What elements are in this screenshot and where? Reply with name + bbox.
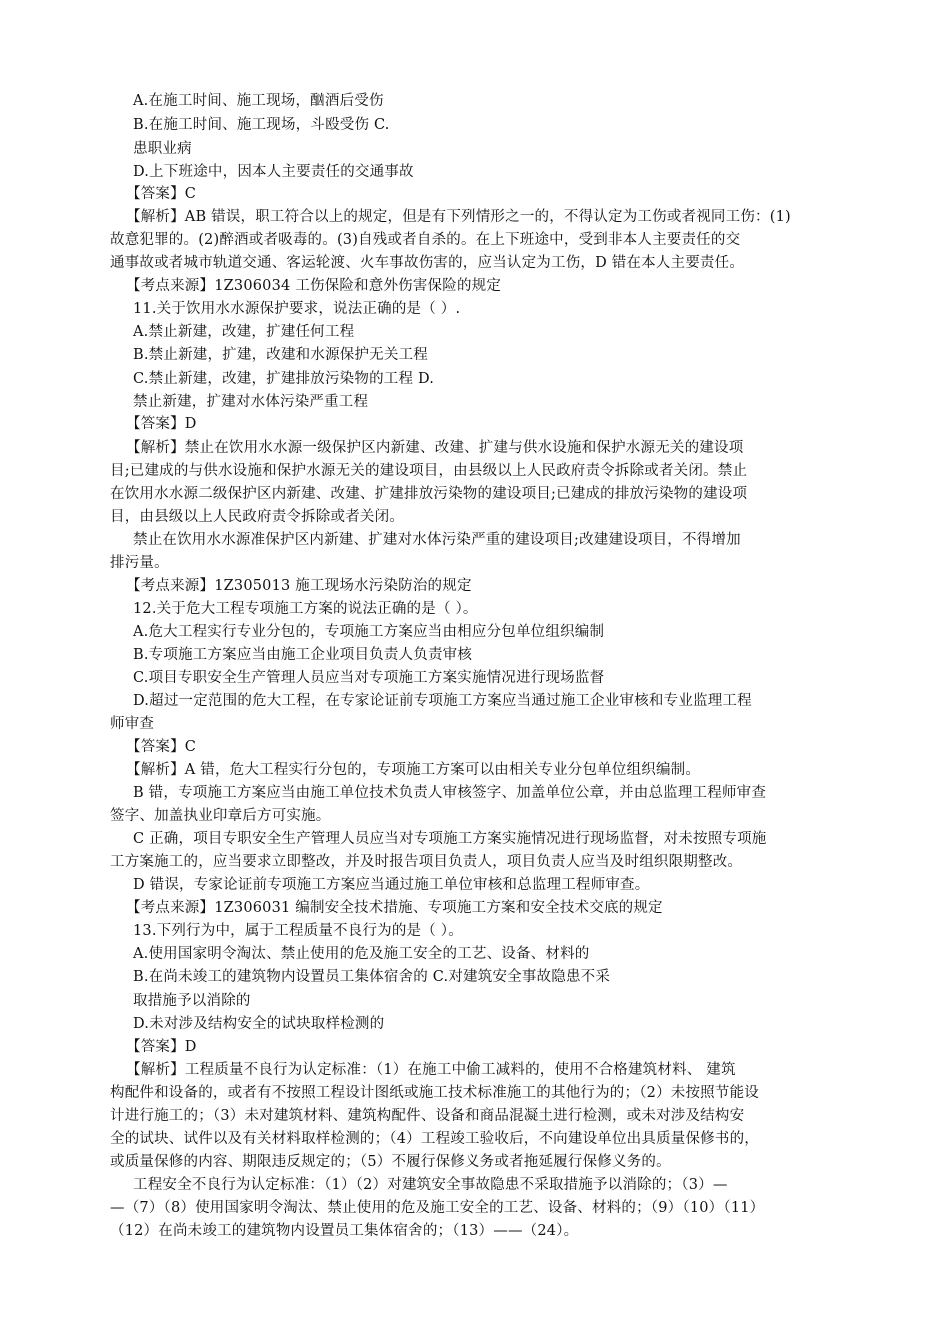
analysis-12-line: 签字、加盖执业印章后方可实施。 xyxy=(110,808,331,824)
analysis-11-line: 目，由县级以上人民政府责令拆除或者关闭。 xyxy=(110,509,404,525)
analysis-10-line: 故意犯罪的。(2)醉酒或者吸毒的。(3)自残或者自杀的。在上下班途中，受到非本人主要责任的交 xyxy=(110,232,741,248)
option-12d-cont: 师审查 xyxy=(110,716,155,732)
source-10: 【考点来源】1Z306034 工伤保险和意外伤害保险的规定 xyxy=(126,278,502,294)
option-11b: B.禁止新建，扩建，改建和水源保护无关工程 xyxy=(133,347,428,363)
analysis-11-line: 【解析】禁止在饮用水水源一级保护区内新建、改建、扩建与供水设施和保护水源无关的建设项 xyxy=(126,440,744,456)
analysis-10-line: 通事故或者城市轨道交通、客运轮渡、火车事故伤害的，应当认定为工伤，D 错在本人主要责任。 xyxy=(110,255,745,271)
analysis-12-line: 工方案施工的，应当要求立即整改，并及时报告项目负责人，项目负责人应当及时组织限期整改。 xyxy=(110,854,743,870)
analysis-11-line: 在饮用水水源二级保护区内新建、改建、扩建排放污染物的建设项目;已建成的排放污染物的建设项 xyxy=(110,486,748,502)
answer-11: 【答案】D xyxy=(126,416,197,432)
option-12b: B.专项施工方案应当由施工企业项目负责人负责审核 xyxy=(133,647,473,663)
option-13c-cont: 取措施予以消除的 xyxy=(133,993,251,1009)
analysis-13-line: 或质量保修的内容、期限违反规定的；（5）不履行保修义务或者拖延履行保修义务的。 xyxy=(110,1154,671,1170)
option-12c: C.项目专职安全生产管理人员应当对专项施工方案实施情况进行现场监督 xyxy=(133,670,605,686)
analysis-13-line: 工程安全不良行为认定标准：（1）（2）对建筑安全事故隐患不采取措施予以消除的；（3）— xyxy=(133,1177,728,1193)
option-13d: D.未对涉及结构安全的试块取样检测的 xyxy=(133,1016,385,1032)
analysis-13-line: —（7）（8）使用国家明令淘汰、禁止使用的危及施工安全的工艺、设备、材料的；（9）（10）（11） xyxy=(110,1200,765,1216)
analysis-11-line: 目;已建成的与供水设施和保护水源无关的建设项目，由县级以上人民政府责令拆除或者关闭。禁止 xyxy=(110,463,748,479)
option-12a: A.危大工程实行专业分包的，专项施工方案应当由相应分包单位组织编制 xyxy=(133,624,605,640)
option-10a: A.在施工时间、施工现场，酗酒后受伤 xyxy=(133,93,384,109)
analysis-12-line: B 错，专项施工方案应当由施工单位技术负责人审核签字、加盖单位公章，并由总监理工程师审查 xyxy=(133,785,767,801)
option-10c: 患职业病 xyxy=(133,141,192,157)
analysis-10-line: 【解析】AB 错误，职工符合以上的规定，但是有下列情形之一的，不得认定为工伤或者视同工伤：(1) xyxy=(126,209,791,225)
analysis-13-line: 计进行施工的；（3）未对建筑材料、建筑构配件、设备和商品混凝土进行检测，或未对涉及结构安 xyxy=(110,1108,745,1124)
option-10d: D.上下班途中，因本人主要责任的交通事故 xyxy=(133,164,414,180)
analysis-12-line: C 正确，项目专职安全生产管理人员应当对专项施工方案实施情况进行现场监督，对未按照专项施 xyxy=(133,831,767,847)
analysis-13-line: （12）在尚未竣工的建筑物内设置员工集体宿舍的；（13）——（24）。 xyxy=(110,1223,579,1239)
option-10b: B.在施工时间、施工现场，斗殴受伤 C. xyxy=(133,117,390,133)
question-11: 11.关于饮用水水源保护要求，说法正确的是（ ）. xyxy=(133,301,461,317)
option-13b: B.在尚未竣工的建筑物内设置员工集体宿舍的 C.对建筑安全事故隐患不采 xyxy=(133,969,611,985)
option-13a: A.使用国家明令淘汰、禁止使用的危及施工安全的工艺、设备、材料的 xyxy=(133,946,590,962)
question-12: 12.关于危大工程专项施工方案的说法正确的是（ ）。 xyxy=(133,601,478,617)
source-11: 【考点来源】1Z305013 施工现场水污染防治的规定 xyxy=(126,578,472,594)
answer-13: 【答案】D xyxy=(126,1039,197,1055)
answer-12: 【答案】C xyxy=(126,739,197,755)
analysis-11-line: 排污量。 xyxy=(110,555,169,571)
option-11d: 禁止新建，扩建对水体污染严重工程 xyxy=(133,394,369,410)
analysis-13-line: 【解析】工程质量不良行为认定标准：（1）在施工中偷工减料的，使用不合格建筑材料、 建筑 xyxy=(126,1062,736,1078)
answer-10: 【答案】C xyxy=(126,186,197,202)
analysis-13-line: 全的试块、试件以及有关材料取样检测的；（4）工程竣工验收后，不向建设单位出具质量保修书的， xyxy=(110,1131,759,1147)
question-13: 13.下列行为中，属于工程质量不良行为的是（ ）。 xyxy=(133,923,463,939)
analysis-12-line: 【解析】A 错，危大工程实行分包的，专项施工方案可以由相关专业分包单位组织编制。 xyxy=(126,762,701,778)
option-11a: A.禁止新建，改建，扩建任何工程 xyxy=(133,324,355,340)
option-12d: D.超过一定范围的危大工程，在专家论证前专项施工方案应当通过施工企业审核和专业监理工程 xyxy=(133,693,752,709)
option-11c: C.禁止新建，改建，扩建排放污染物的工程 D. xyxy=(133,371,435,387)
analysis-12-line: D 错误，专家论证前专项施工方案应当通过施工单位审核和总监理工程师审查。 xyxy=(133,877,650,893)
analysis-13-line: 构配件和设备的，或者有不按照工程设计图纸或施工技术标准施工的其他行为的；（2）未按照节能设 xyxy=(110,1085,759,1101)
analysis-11-line: 禁止在饮用水水源准保护区内新建、扩建对水体污染严重的建设项目;改建建设项目，不得增加 xyxy=(133,532,741,548)
source-12: 【考点来源】1Z306031 编制安全技术措施、专项施工方案和安全技术交底的规定 xyxy=(126,900,663,916)
